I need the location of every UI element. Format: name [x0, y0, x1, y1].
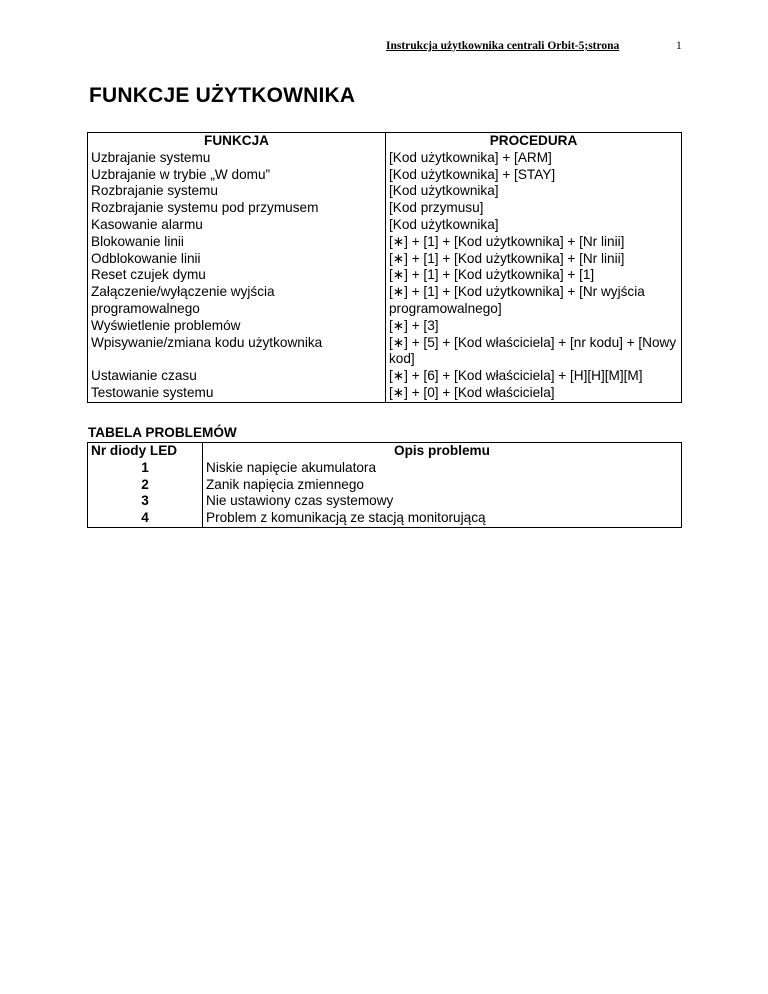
procedure-cell: [∗] + [3] [386, 318, 682, 335]
description-column-header: Opis problemu [203, 443, 682, 460]
function-cell: Uzbrajanie systemu [88, 150, 386, 167]
function-cell: Rozbrajanie systemu pod przymusem [88, 200, 386, 217]
problem-description-cell: Problem z komunikacją ze stacją monitorującą [203, 510, 682, 527]
function-cell: Uzbrajanie w trybie „W domu” [88, 167, 386, 184]
table-row [88, 234, 682, 251]
problems-table-header [88, 443, 682, 460]
function-cell: Wpisywanie/zmiana kodu użytkownika [88, 335, 386, 369]
table-row [88, 167, 682, 184]
table-row [88, 318, 682, 335]
function-cell: Blokowanie linii [88, 234, 386, 251]
procedure-cell: [∗] + [1] + [Kod użytkownika] + [Nr wyjścia programowalnego] [386, 284, 682, 318]
table-row [88, 284, 682, 318]
procedure-cell: [∗] + [0] + [Kod właściciela] [386, 385, 682, 402]
page-header [386, 40, 682, 52]
table-row [88, 385, 682, 402]
problem-description-cell: Nie ustawiony czas systemowy [203, 493, 682, 510]
led-column-header: Nr diody LED [88, 443, 203, 460]
procedure-column-header: PROCEDURA [386, 133, 682, 150]
page-number: 1 [676, 40, 682, 52]
function-cell: Załączenie/wyłączenie wyjścia programowalnego [88, 284, 386, 318]
function-column-header: FUNKCJA [88, 133, 386, 150]
procedure-cell: [∗] + [1] + [Kod użytkownika] + [1] [386, 267, 682, 284]
header-title: Instrukcja użytkownika centrali Orbit-5;strona [386, 40, 620, 52]
table-row [88, 477, 682, 494]
table-row [88, 267, 682, 284]
procedure-cell: [∗] + [1] + [Kod użytkownika] + [Nr linii] [386, 234, 682, 251]
function-cell: Ustawianie czasu [88, 368, 386, 385]
table-row [88, 200, 682, 217]
problem-description-cell: Niskie napięcie akumulatora [203, 460, 682, 477]
function-cell: Odblokowanie linii [88, 251, 386, 268]
procedure-cell: [Kod użytkownika] [386, 217, 682, 234]
procedure-cell: [Kod użytkownika] [386, 183, 682, 200]
led-number-cell: 4 [88, 510, 203, 527]
table-row [88, 368, 682, 385]
table-row [88, 251, 682, 268]
led-number-cell: 2 [88, 477, 203, 494]
table-row [88, 183, 682, 200]
table-row [88, 493, 682, 510]
procedure-cell: [∗] + [1] + [Kod użytkownika] + [Nr linii] [386, 251, 682, 268]
function-cell: Testowanie systemu [88, 385, 386, 402]
table-row [88, 510, 682, 527]
page-title: FUNKCJE UŻYTKOWNIKA [89, 84, 356, 107]
table-row [88, 335, 682, 369]
procedure-cell: [Kod użytkownika] + [ARM] [386, 150, 682, 167]
function-cell: Kasowanie alarmu [88, 217, 386, 234]
functions-table-header [88, 133, 682, 150]
table-row [88, 150, 682, 167]
led-number-cell: 3 [88, 493, 203, 510]
table-row [88, 460, 682, 477]
problems-table [87, 442, 682, 528]
function-cell: Rozbrajanie systemu [88, 183, 386, 200]
procedure-cell: [Kod przymusu] [386, 200, 682, 217]
function-cell: Reset czujek dymu [88, 267, 386, 284]
functions-table [87, 132, 682, 403]
problem-description-cell: Zanik napięcia zmiennego [203, 477, 682, 494]
function-cell: Wyświetlenie problemów [88, 318, 386, 335]
procedure-cell: [∗] + [6] + [Kod właściciela] + [H][H][M][M] [386, 368, 682, 385]
procedure-cell: [Kod użytkownika] + [STAY] [386, 167, 682, 184]
procedure-cell: [∗] + [5] + [Kod właściciela] + [nr kodu] + [Nowy kod] [386, 335, 682, 369]
table-row [88, 217, 682, 234]
led-number-cell: 1 [88, 460, 203, 477]
problems-table-title: TABELA PROBLEMÓW [88, 425, 237, 440]
